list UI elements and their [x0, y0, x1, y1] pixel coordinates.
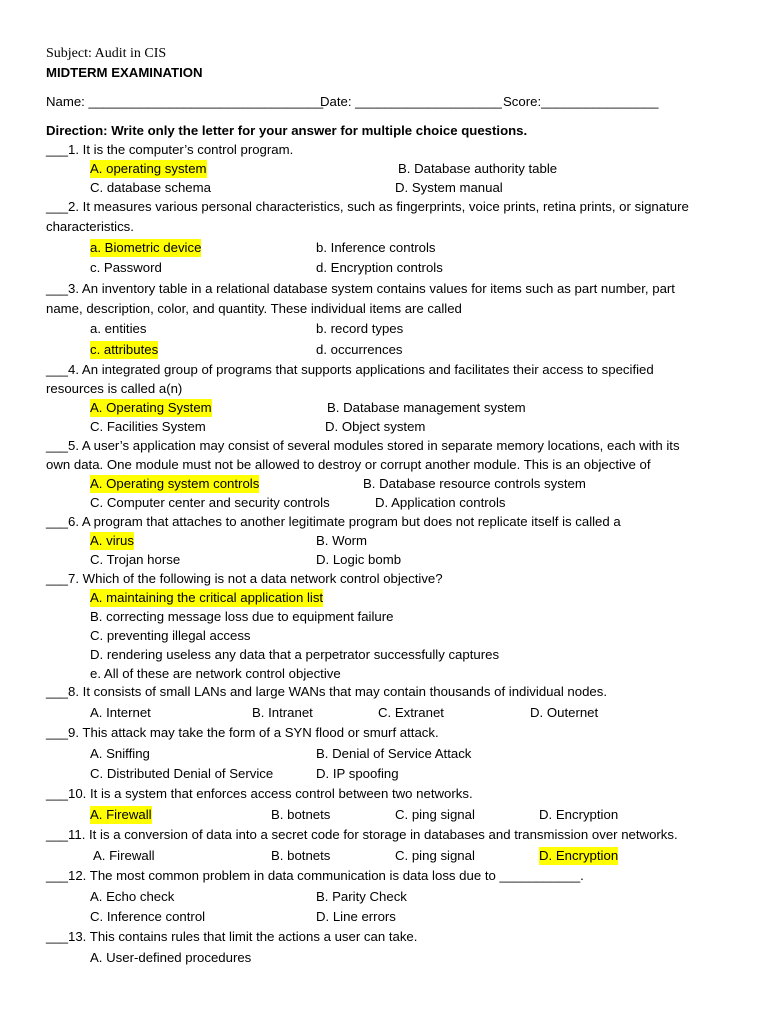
subject-line: Subject: Audit in CIS — [46, 46, 167, 61]
q7-option-a: A. maintaining the critical application list — [90, 590, 324, 605]
question-8: ___8. It consists of small LANs and large WANs that may contain thousands of individual nodes. — [46, 684, 608, 699]
question-7: ___7. Which of the following is not a data network control objective? — [46, 571, 443, 586]
q12-option-c: C. Inference control — [90, 909, 206, 924]
q3-option-a: a. entities — [90, 321, 147, 336]
q9-option-a: A. Sniffing — [90, 746, 150, 761]
q12-option-b: B. Parity Check — [316, 889, 407, 904]
question-12: ___12. The most common problem in data communication is data loss due to ___________. — [46, 868, 584, 883]
question-1: ___1. It is the computer’s control program. — [46, 142, 294, 157]
question-5-cont: own data. One module must not be allowed to destroy or corrupt another module. This is an objective of — [46, 457, 651, 472]
q3-option-d: d. occurrences — [316, 342, 403, 357]
q5-option-b: B. Database resource controls system — [363, 476, 586, 491]
q12-option-a: A. Echo check — [90, 889, 175, 904]
question-3-cont: name, description, color, and quantity. These individual items are called — [46, 301, 462, 316]
q10-option-a: A. Firewall — [90, 807, 152, 822]
q6-option-a: A. virus — [90, 533, 134, 548]
q1-option-d: D. System manual — [395, 180, 503, 195]
question-4-cont: resources is called a(n) — [46, 381, 183, 396]
question-13: ___13. This contains rules that limit the actions a user can take. — [46, 929, 418, 944]
q10-option-d: D. Encryption — [539, 807, 619, 822]
q5-option-d: D. Application controls — [375, 495, 506, 510]
q7-option-e: e. All of these are network control objective — [90, 666, 341, 681]
q11-option-a: A. Firewall — [93, 848, 155, 863]
date-field: Date: ____________________ — [320, 94, 502, 109]
q1-option-b: B. Database authority table — [398, 161, 558, 176]
question-5: ___5. A user’s application may consist of several modules stored in separate memory locations, each with its — [46, 438, 680, 453]
q9-option-b: B. Denial of Service Attack — [316, 746, 472, 761]
q11-option-c: C. ping signal — [395, 848, 475, 863]
q6-option-c: C. Trojan horse — [90, 552, 181, 567]
q11-option-b: B. botnets — [271, 848, 331, 863]
q6-option-b: B. Worm — [316, 533, 368, 548]
question-10: ___10. It is a system that enforces access control between two networks. — [46, 786, 473, 801]
q5-option-a: A. Operating system controls — [90, 476, 260, 491]
q4-option-c: C. Facilities System — [90, 419, 206, 434]
q7-option-b: B. correcting message loss due to equipment failure — [90, 609, 394, 624]
q8-option-a: A. Internet — [90, 705, 151, 720]
q8-option-d: D. Outernet — [530, 705, 599, 720]
q13-option-a: A. User-defined procedures — [90, 950, 252, 965]
q4-option-a: A. Operating System — [90, 400, 212, 415]
q7-option-c: C. preventing illegal access — [90, 628, 251, 643]
direction-text: Direction: Write only the letter for your answer for multiple choice questions. — [46, 123, 528, 138]
q7-option-d: D. rendering useless any data that a perpetrator successfully captures — [90, 647, 500, 662]
question-6: ___6. A program that attaches to another legitimate program but does not replicate itself is called a — [46, 514, 621, 529]
q2-option-d: d. Encryption controls — [316, 260, 443, 275]
q8-option-c: C. Extranet — [378, 705, 444, 720]
q11-option-d: D. Encryption — [539, 848, 619, 863]
score-field: Score:________________ — [503, 94, 659, 109]
exam-title: MIDTERM EXAMINATION — [46, 65, 203, 80]
q3-option-b: b. record types — [316, 321, 404, 336]
q1-option-c: C. database schema — [90, 180, 211, 195]
question-2: ___2. It measures various personal characteristics, such as fingerprints, voice prints, retina prints, or signature — [46, 199, 689, 214]
name-field: Name: ________________________________ — [46, 94, 324, 109]
q8-option-b: B. Intranet — [252, 705, 313, 720]
q2-option-a: a. Biometric device — [90, 240, 202, 255]
question-2-cont: characteristics. — [46, 219, 134, 234]
question-4: ___4. An integrated group of programs that supports applications and facilitates their access to specified — [46, 362, 654, 377]
q6-option-d: D. Logic bomb — [316, 552, 402, 567]
q10-option-c: C. ping signal — [395, 807, 475, 822]
q9-option-c: C. Distributed Denial of Service — [90, 766, 274, 781]
q4-option-b: B. Database management system — [327, 400, 526, 415]
question-9: ___9. This attack may take the form of a SYN flood or smurf attack. — [46, 725, 439, 740]
q2-option-b: b. Inference controls — [316, 240, 436, 255]
q9-option-d: D. IP spoofing — [316, 766, 399, 781]
q3-option-c: c. attributes — [90, 342, 159, 357]
q1-option-a: A. operating system — [90, 161, 207, 176]
q12-option-d: D. Line errors — [316, 909, 396, 924]
q2-option-c: c. Password — [90, 260, 162, 275]
question-3: ___3. An inventory table in a relational database system contains values for items such as part number, part — [46, 281, 675, 296]
q10-option-b: B. botnets — [271, 807, 331, 822]
question-11: ___11. It is a conversion of data into a secret code for storage in databases and transmission over networks. — [46, 827, 678, 842]
q5-option-c: C. Computer center and security controls — [90, 495, 330, 510]
q4-option-d: D. Object system — [325, 419, 426, 434]
